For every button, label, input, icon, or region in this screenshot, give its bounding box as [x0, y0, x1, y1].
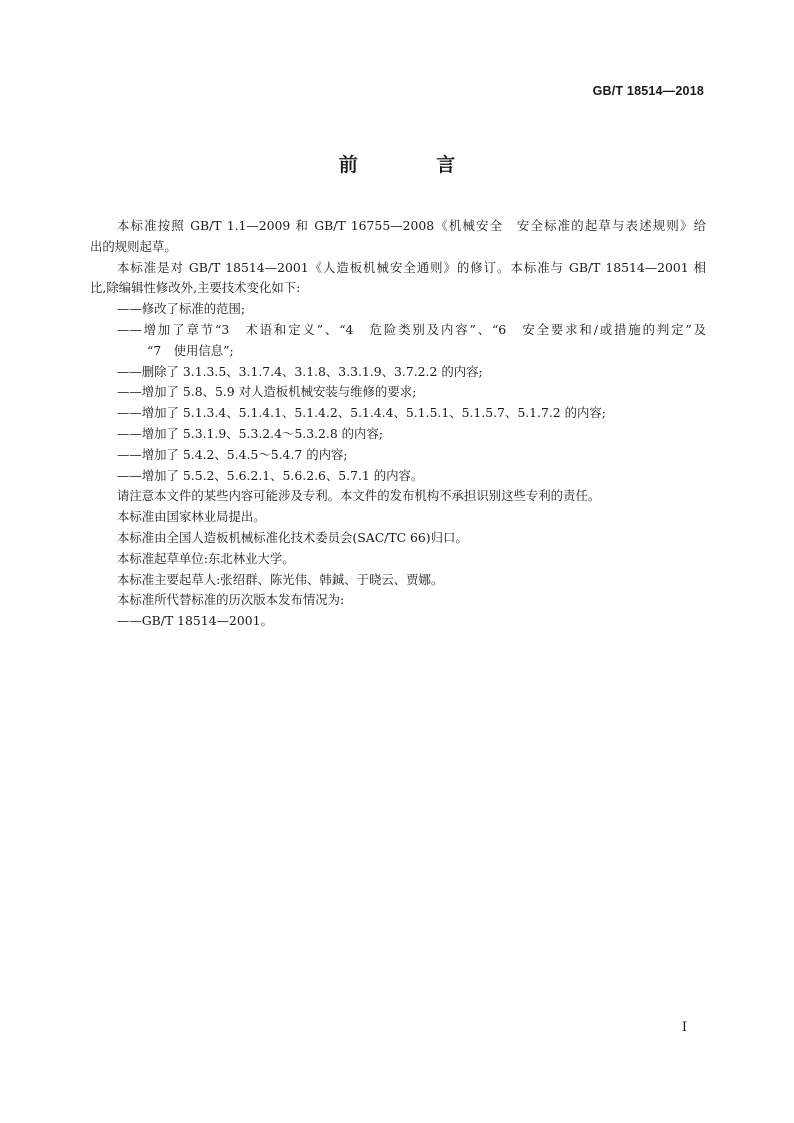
list-item: ——修改了标准的范围;	[117, 301, 246, 317]
paragraph-line: 出的规则起草。	[90, 238, 177, 254]
list-item: ——增加了 5.8、5.9 对人造板机械安装与维修的要求;	[117, 384, 417, 400]
list-item: ——增加了 5.4.2、5.4.5～5.4.7 的内容;	[117, 446, 348, 462]
paragraph-line: 比,除编辑性修改外,主要技术变化如下:	[90, 280, 301, 296]
paragraph-line: 本标准按照 GB/T 1.1—2009 和 GB/T 16755—2008《机械安全 安全标准的起草与表述规则》给	[117, 218, 706, 233]
list-item: ——删除了 3.1.3.5、3.1.7.4、3.1.8、3.3.1.9、3.7.2.2 的内容;	[117, 363, 483, 379]
paragraph-line: 本标准由国家林业局提出。	[117, 509, 266, 525]
list-item: ——增加了 5.3.1.9、5.3.2.4～5.3.2.8 的内容;	[117, 425, 384, 441]
paragraph-line: 本标准所代替标准的历次版本发布情况为:	[117, 592, 345, 608]
paragraph-line: 本标准由全国人造板机械标准化技术委员会(SAC/TC 66)归口。	[117, 529, 468, 545]
paragraph-line: 本标准是对 GB/T 18514—2001《人造板机械安全通则》的修订。本标准与 GB/T 18514—2001 相	[117, 259, 706, 275]
standard-number: GB/T 18514—2018	[592, 84, 704, 98]
paragraph-line: 本标准主要起草人:张绍群、陈光伟、韩鋮、于晓云、贾娜。	[117, 571, 444, 587]
list-item-continuation: “7 使用信息”;	[147, 342, 234, 358]
list-item: ——增加了 5.1.3.4、5.1.4.1、5.1.4.2、5.1.4.4、5.1.5.1、5.1.5.7、5.1.7.2 的内容;	[117, 405, 606, 421]
page-title: 前 言	[338, 154, 492, 176]
list-item: ——增加了章节“3 术语和定义”、“4 危险类别及内容”、“6 安全要求和/或措施的判定”及	[117, 321, 706, 337]
foreword-body	[90, 216, 706, 632]
page-number: I	[681, 1020, 687, 1035]
paragraph-line: 请注意本文件的某些内容可能涉及专利。本文件的发布机构不承担识别这些专利的责任。	[117, 488, 601, 504]
list-item: ——GB/T 18514—2001。	[117, 613, 273, 629]
paragraph-line: 本标准起草单位:东北林业大学。	[117, 550, 295, 566]
list-item: ——增加了 5.5.2、5.6.2.1、5.6.2.6、5.7.1 的内容。	[117, 467, 424, 483]
